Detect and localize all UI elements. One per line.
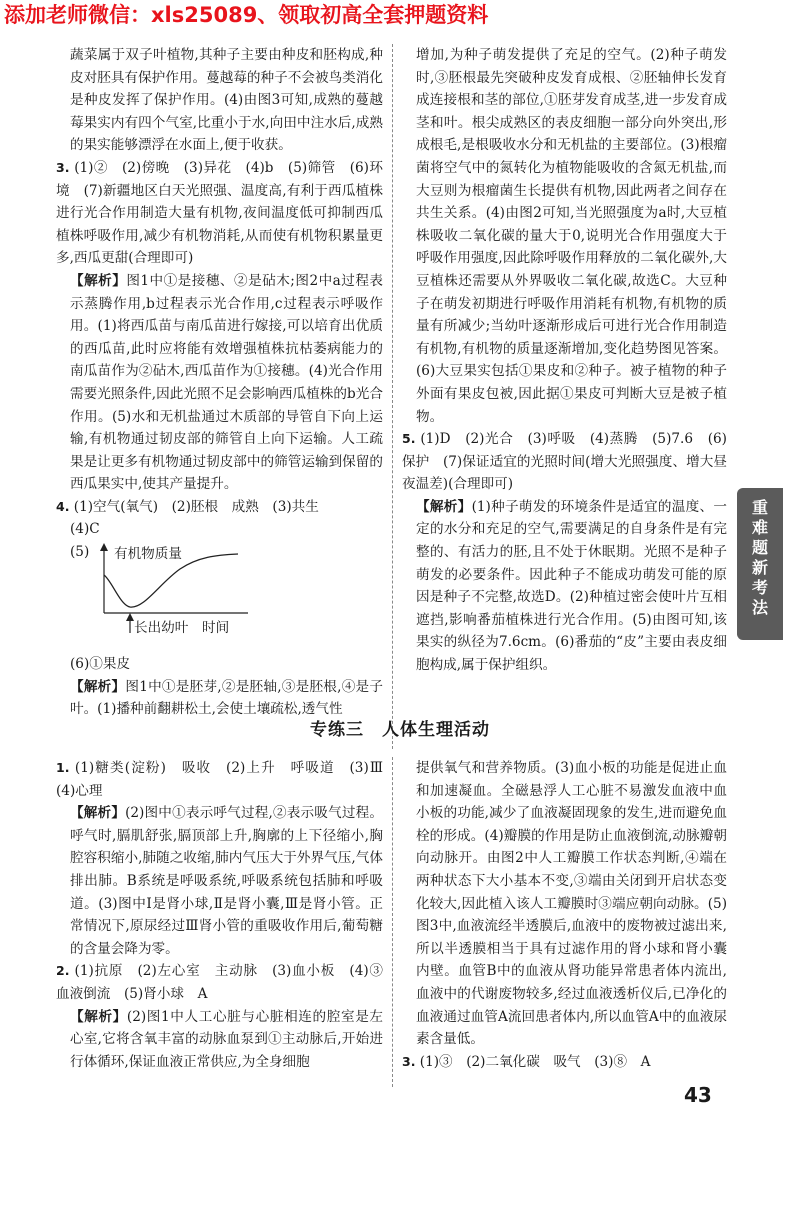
answer-paragraph: 提供氧气和营养物质。(3)血小板的功能是促进止血和加速凝血。全磁悬浮人工心脏不易激发血液中血小板的功能,减少了血液凝固现象的发生,进而避免血栓的形成。(4)瓣膜的作用是防止血液倒流,动脉瓣朝向动脉开。由图2中人工瓣膜工作状态判断,④端在两种状态下大小基本不变,③端由关闭到开启状态变化较大,因此植入该人工瓣膜时③端应朝向动脉。(5)图3中,血液流经半透膜后,血液中的废物被过滤出来,所以半透膜相当于具有过滤作用的肾小球和肾小囊内壁。血管B中的血液从肾功能异常患者体内流出,血液中的代谢废物较多,经过血液透析仪后,已净化的血液通过血管A流回患者体内,所以血管A中的血液尿素含量低。 — [416, 760, 727, 1048]
organic-matter-graph — [70, 541, 383, 653]
graph-marker-arrowhead — [126, 613, 134, 621]
question-3-answer: 3. (1)② (2)傍晚 (3)异花 (4)b (5)筛管 (6)环境 (7)新疆地区白天光照强、温度高,有利于西瓜植株进行光合作用制造大量有机物,夜间温度低可抑制西瓜植株呼吸作用,减少有机物消耗,从而使有机物积累量更多,西瓜更甜(合理即可) — [56, 159, 383, 267]
question-2-answer: 2. (1)抗原 (2)左心室 主动脉 (3)血小板 (4)③ 血液倒流 (5)肾小球 A — [56, 963, 397, 1002]
left-column-bottom — [56, 757, 397, 1073]
graph-part-label: (5) — [70, 544, 90, 561]
question-3-answer: 3. (1)③ (2)二氧化碳 吸气 (3)⑧ A — [402, 1053, 651, 1070]
graph-y-label: 有机物质量 — [114, 546, 182, 563]
question-4-part-6: (6)①果皮 — [70, 656, 131, 673]
answer-paragraph: 增加,为种子萌发提供了充足的空气。(2)种子萌发时,③胚根最先突破种皮发育成根、②胚轴伸长发育成连接根和茎的部位,①胚芽发育成茎,进一步发育成茎和叶。根尖成熟区的表皮细胞一部分向外突出,形成根毛,是根吸收水分和无机盐的主要部位。(3)根瘤菌将空气中的氮转化为植物能吸收的含氮无机盐,而大豆则为根瘤菌生长提供有机物,因此两者之间存在共生关系。(4)由图2可知,当光照强度为a时,大豆植株吸收二氧化碳的量大于0,说明光合作用强度大于呼吸作用强度,因此除呼吸作用释放的二氧化碳外,大豆植株还需要从外界吸收二氧化碳,故选C。大豆种子在萌发初期进行呼吸作用消耗有机物,有机物的质量有所减少;当幼叶逐渐形成后可进行光合作用制造有机物,有机物的质量逐渐增加,变化趋势图见答案。(6)大豆果实包括①果皮和②种子。被子植物的种子外面有果皮包被,因此据①果皮可判断大豆是被子植物。 — [416, 47, 727, 425]
question-5-answer: 5. (1)D (2)光合 (3)呼吸 (4)蒸腾 (5)7.6 (6)保护 (7)保证适宜的光照时间(增大光照强度、增大昼夜温差)(合理即可) — [402, 431, 727, 493]
right-column-bottom — [402, 757, 727, 1073]
page-number: 43 — [684, 1083, 712, 1107]
question-3-analysis: 【解析】图1中①是接穗、②是砧木;图2中a过程表示蒸腾作用,b过程表示光合作用,c过程表示呼吸作用。(1)将西瓜苗与南瓜苗进行嫁接,可以培育出优质的西瓜苗,此时应将能有效增强植株抗枯萎病能力的南瓜苗作为②砧木,西瓜苗作为①接穗。(4)光合作用需要光照条件,因此光照不足会影响西瓜植株的b光合作用。(5)水和无机盐通过木质部的导管自下向上运输,有机物通过韧皮部的筛管自上向下运输。人工疏果是让更多有机物通过韧皮部中的筛管运输到保留的西瓜果实中,使其产量提升。 — [70, 272, 383, 493]
question-2-analysis: 【解析】(2)图1中人工心脏与心脏相连的腔室是左心室,它将含氧丰富的动脉血泵到①主动脉后,开始进行体循环,保证血液正常供应,为全身细胞 — [70, 1008, 384, 1070]
left-column-top — [56, 44, 383, 721]
question-1-answer: 1. (1)糖类(淀粉) 吸收 (2)上升 呼吸道 (3)Ⅲ (4)心理 — [56, 760, 397, 799]
column-divider — [392, 44, 393, 749]
column-divider — [392, 757, 393, 1087]
graph-y-arrow — [100, 543, 108, 551]
question-4-answer: 4. (1)空气(氧气) (2)胚根 成熟 (3)共生 — [56, 498, 319, 515]
question-4-analysis: 【解析】图1中①是胚芽,②是胚轴,③是胚根,④是子叶。(1)播种前翻耕松土,会使土壤疏松,透气性 — [70, 678, 383, 718]
question-5-analysis: 【解析】(1)种子萌发的环境条件是适宜的温度、一定的水分和充足的空气,需要满足的自身条件是有完整的、有活力的胚,且不处于休眠期。光照不是种子萌发的必要条件。因此种子不能成功萌发可能的原因是种子不完整,故选D。(2)种植过密会使叶片互相遮挡,影响番茄植株进行光合作用。(5)由图可知,该果实的纵径为7.6cm。(6)番茄的“皮”主要由表皮细胞构成,属于保护组织。 — [416, 498, 727, 674]
answer-paragraph: 蔬菜属于双子叶植物,其种子主要由种皮和胚构成,种皮对胚具有保护作用。蔓越莓的种子不会被鸟类消化是种皮发挥了保护作用。(4)由图3可知,成熟的蔓越莓果实内有四个气室,比重小于水,向田中注水后,成熟的果实能够漂浮在水面上,便于收获。 — [70, 47, 383, 154]
question-1-analysis: 【解析】(2)图中①表示呼气过程,②表示吸气过程。呼气时,膈肌舒张,膈顶部上升,胸廓的上下径缩小,胸腔容积缩小,肺随之收缩,肺内气压大于外界气压,气体排出肺。B系统是呼吸系统,呼吸系统包括肺和呼吸道。(3)图中Ⅰ是肾小球,Ⅱ是肾小囊,Ⅲ是肾小管。正常情况下,原尿经过Ⅲ肾小管的重吸收作用后,葡萄糖的含量会降为零。 — [70, 805, 383, 957]
promo-banner: 添加老师微信：xls25089、领取初高全套押题资料 — [4, 3, 489, 27]
graph-x-label: 时间 — [202, 620, 230, 637]
section-title: 专练三 人体生理活动 — [310, 720, 490, 740]
graph-marker-label: 长出幼叶 — [134, 620, 189, 637]
chapter-side-tab: 重 难 题 新 考 法 — [737, 488, 783, 640]
question-4-part-4: (4)C — [70, 521, 100, 538]
right-column-top — [402, 44, 727, 677]
